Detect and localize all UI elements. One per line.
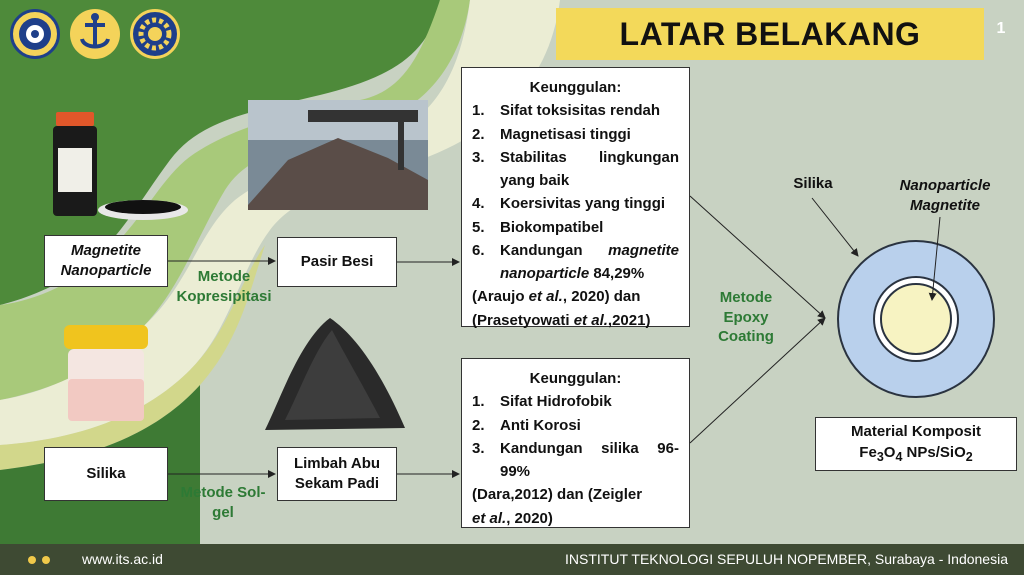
footer-url: www.its.ac.id bbox=[82, 551, 163, 567]
advantages-bottom-title: Keunggulan: bbox=[529, 370, 622, 387]
list-item: 4. Koersivitas yang tinggi bbox=[472, 195, 666, 213]
sol-gel-method-label: Metode Sol-gel bbox=[180, 484, 266, 521]
arrow-bottom-to-composite bbox=[690, 318, 825, 443]
rice-husk-ash-label: Limbah Abu Sekam Padi bbox=[293, 454, 381, 492]
silica-shell-label: Silika bbox=[793, 175, 833, 192]
page-number: 1 bbox=[996, 20, 1006, 37]
coprecipitation-method-label: Metode Kopresipitasi bbox=[176, 268, 272, 305]
arrow-silica-label-pointer bbox=[812, 198, 858, 256]
advantages-top-citation: (Araujo et al., 2020) dan (Prasetyowati et al.,2021) bbox=[472, 288, 651, 329]
arrow-top-to-composite bbox=[690, 196, 825, 318]
footer-dot-1 bbox=[28, 556, 36, 564]
advantages-top-title: Keunggulan: bbox=[529, 79, 622, 96]
footer-bar bbox=[0, 544, 1024, 575]
magnetite-core-label: Nanoparticle Magnetite bbox=[899, 177, 991, 214]
composite-material-title: Material Komposit bbox=[850, 423, 982, 441]
footer-institution: INSTITUT TEKNOLOGI SEPULUH NOPEMBER, Surabaya - Indonesia bbox=[565, 551, 1008, 567]
list-item: 2. Magnetisasi tinggi bbox=[472, 125, 631, 143]
slide-title-text: LATAR BELAKANG bbox=[619, 15, 921, 52]
advantages-bottom-citation: (Dara,2012) dan (Zeigler et al., 2020) bbox=[472, 486, 643, 527]
list-item: 6. Kandungan magnetite nanoparticle 84,29% bbox=[472, 241, 679, 282]
silica-label: Silika bbox=[86, 464, 126, 482]
arrow-core-label-pointer bbox=[932, 217, 940, 300]
composite-material-formula: $Fe_3O_4$ NPs/SiO$_2$ bbox=[859, 443, 973, 464]
list-item: 3. Stabilitas lingkungan yang baik bbox=[472, 148, 679, 189]
list-item: 1. Sifat Hidrofobik bbox=[472, 393, 612, 411]
list-item: 1. Sifat toksisitas rendah bbox=[472, 102, 661, 120]
iron-sand-label: Pasir Besi bbox=[300, 252, 374, 270]
list-item: 3. Kandungan silika 96-99% bbox=[472, 439, 679, 480]
epoxy-coating-method-label: Metode Epoxy Coating bbox=[718, 289, 774, 345]
list-item: 5. Biokompatibel bbox=[472, 218, 604, 236]
list-item: 2. Anti Korosi bbox=[472, 416, 581, 434]
magnetite-nanoparticle-label: Magnetite Nanoparticle bbox=[60, 241, 152, 279]
footer-dot-2 bbox=[42, 556, 50, 564]
